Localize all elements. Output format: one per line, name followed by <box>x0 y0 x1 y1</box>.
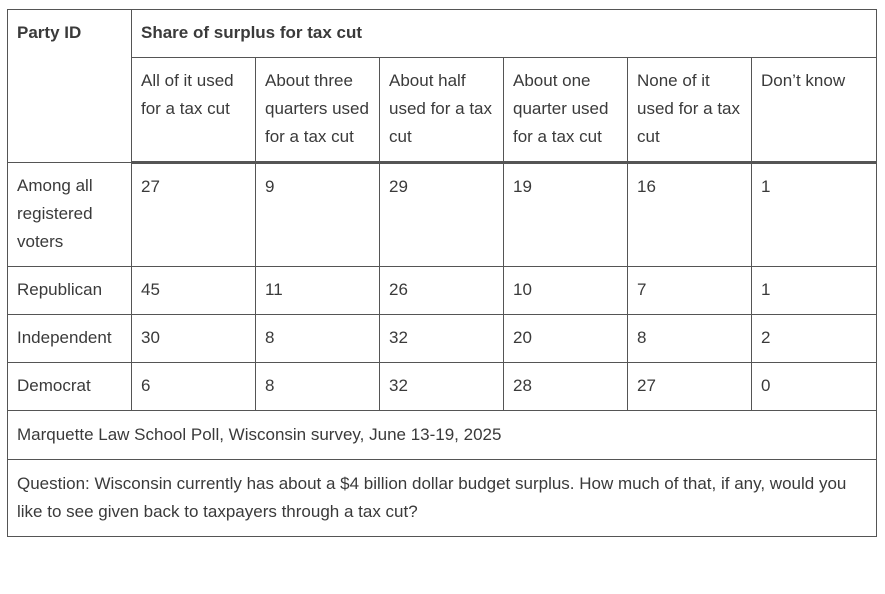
table-cell: 29 <box>380 163 504 267</box>
table-cell: 11 <box>256 267 380 315</box>
table-cell: 19 <box>504 163 628 267</box>
source-row <box>8 411 877 460</box>
table-cell: 28 <box>504 363 628 411</box>
column-group-label: Share of surplus for tax cut <box>132 10 877 58</box>
table-cell: 26 <box>380 267 504 315</box>
table-cell: 10 <box>504 267 628 315</box>
row-header-label: Party ID <box>8 10 132 163</box>
table-cell: 9 <box>256 163 380 267</box>
table-cell: 45 <box>132 267 256 315</box>
source-note: Marquette Law School Poll, Wisconsin survey, June 13-19, 2025 <box>8 411 877 460</box>
table-row <box>8 363 877 411</box>
table-cell: 32 <box>380 315 504 363</box>
table-row <box>8 315 877 363</box>
question-note: Question: Wisconsin currently has about a $4 billion dollar budget surplus. How much of that, if any, would you like to see given back to taxpayers through a tax cut? <box>8 460 877 537</box>
table-cell: 8 <box>256 363 380 411</box>
table-cell: 27 <box>132 163 256 267</box>
table-cell: 1 <box>752 267 877 315</box>
header-row-group <box>8 10 877 58</box>
poll-results-table <box>7 9 877 537</box>
table-row <box>8 163 877 267</box>
header-row-columns <box>8 58 877 163</box>
table-cell: 32 <box>380 363 504 411</box>
table-cell: 0 <box>752 363 877 411</box>
row-label: Democrat <box>8 363 132 411</box>
column-header: About one quarter used for a tax cut <box>504 58 628 163</box>
table-cell: 16 <box>628 163 752 267</box>
table-cell: 6 <box>132 363 256 411</box>
column-header: About half used for a tax cut <box>380 58 504 163</box>
table-cell: 30 <box>132 315 256 363</box>
column-header: Don’t know <box>752 58 877 163</box>
table-row <box>8 267 877 315</box>
poll-table-container <box>7 9 877 537</box>
column-header: About three quarters used for a tax cut <box>256 58 380 163</box>
column-header: All of it used for a tax cut <box>132 58 256 163</box>
row-label: Republican <box>8 267 132 315</box>
table-cell: 1 <box>752 163 877 267</box>
question-row <box>8 460 877 537</box>
table-cell: 2 <box>752 315 877 363</box>
table-cell: 20 <box>504 315 628 363</box>
table-cell: 8 <box>628 315 752 363</box>
table-cell: 7 <box>628 267 752 315</box>
table-cell: 27 <box>628 363 752 411</box>
row-label: Among all registered voters <box>8 163 132 267</box>
table-cell: 8 <box>256 315 380 363</box>
row-label: Independent <box>8 315 132 363</box>
column-header: None of it used for a tax cut <box>628 58 752 163</box>
